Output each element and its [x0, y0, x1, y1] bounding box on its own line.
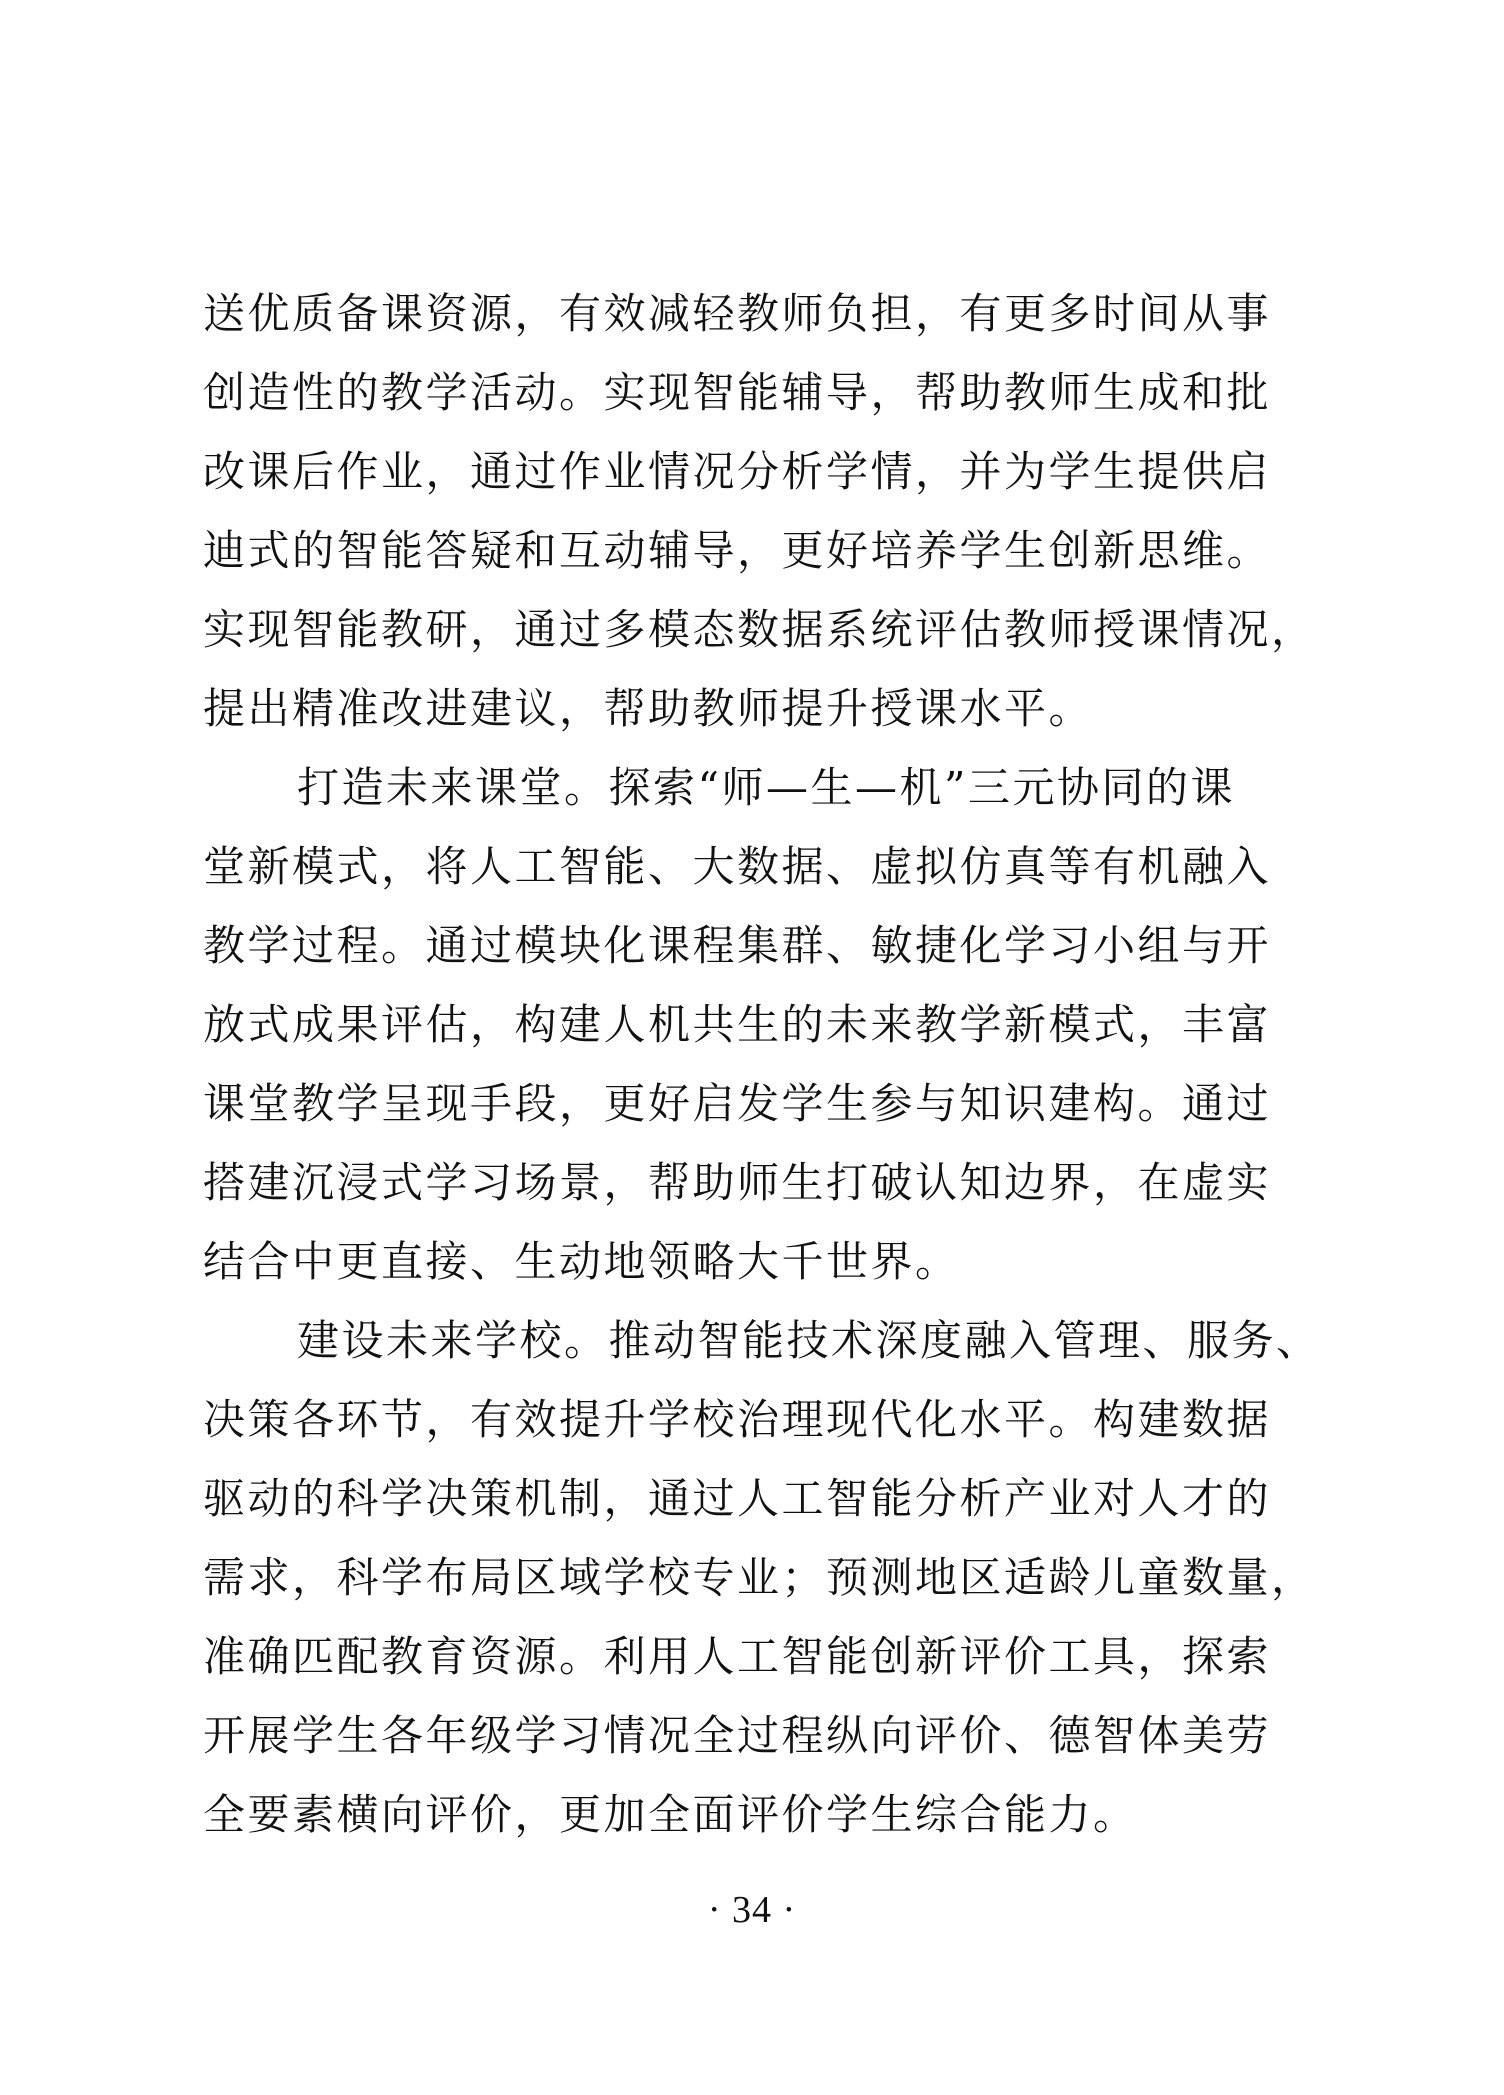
- paragraph-2-line-1: 打造未来课堂。探索“师—生—机”三元协同的课: [297, 763, 1235, 812]
- paragraph-1-line-3: 改课后作业，通过作业情况分析学情，并为学生提供启: [203, 447, 1272, 496]
- paragraph-2-line-7: 结合中更直接、生动地领略大千世界。: [203, 1237, 960, 1286]
- page-number: · 34 ·: [707, 1889, 797, 1931]
- paragraph-2-line-5: 课堂教学呈现手段，更好启发学生参与知识建构。通过: [203, 1079, 1272, 1128]
- paragraph-3-line-3: 驱动的科学决策机制，通过人工智能分析产业对人才的: [203, 1474, 1272, 1523]
- paragraph-2-line-4: 放式成果评估，构建人机共生的未来教学新模式，丰富: [203, 1000, 1272, 1049]
- paragraph-3-line-5: 准确匹配教育资源。利用人工智能创新评价工具，探索: [203, 1632, 1272, 1681]
- paragraph-1-line-4: 迪式的智能答疑和互动辅导，更好培养学生创新思维。: [203, 526, 1272, 575]
- paragraph-3-line-1: 建设未来学校。推动智能技术深度融入管理、服务、: [297, 1316, 1321, 1365]
- paragraph-3-line-7: 全要素横向评价，更加全面评价学生综合能力。: [203, 1790, 1138, 1839]
- paragraph-3-line-4: 需求，科学布局区域学校专业；预测地区适龄儿童数量，: [203, 1553, 1316, 1602]
- paragraph-1-line-1: 送优质备课资源，有效减轻教师负担，有更多时间从事: [203, 289, 1272, 338]
- paragraph-1-line-5: 实现智能教研，通过多模态数据系统评估教师授课情况，: [203, 605, 1316, 654]
- paragraph-1-line-6: 提出精准改进建议，帮助教师提升授课水平。: [203, 684, 1094, 733]
- paragraph-1-line-2: 创造性的教学活动。实现智能辅导，帮助教师生成和批: [203, 368, 1272, 417]
- body-text: [203, 274, 1321, 1854]
- paragraph-3-line-6: 开展学生各年级学习情况全过程纵向评价、德智体美劳: [203, 1711, 1272, 1760]
- paragraph-3-line-2: 决策各环节，有效提升学校治理现代化水平。构建数据: [203, 1395, 1272, 1444]
- paragraph-2-line-6: 搭建沉浸式学习场景，帮助师生打破认知边界，在虚实: [203, 1158, 1272, 1207]
- paragraph-2-line-2: 堂新模式，将人工智能、大数据、虚拟仿真等有机融入: [203, 842, 1272, 891]
- paragraph-2-line-3: 教学过程。通过模块化课程集群、敏捷化学习小组与开: [203, 921, 1272, 970]
